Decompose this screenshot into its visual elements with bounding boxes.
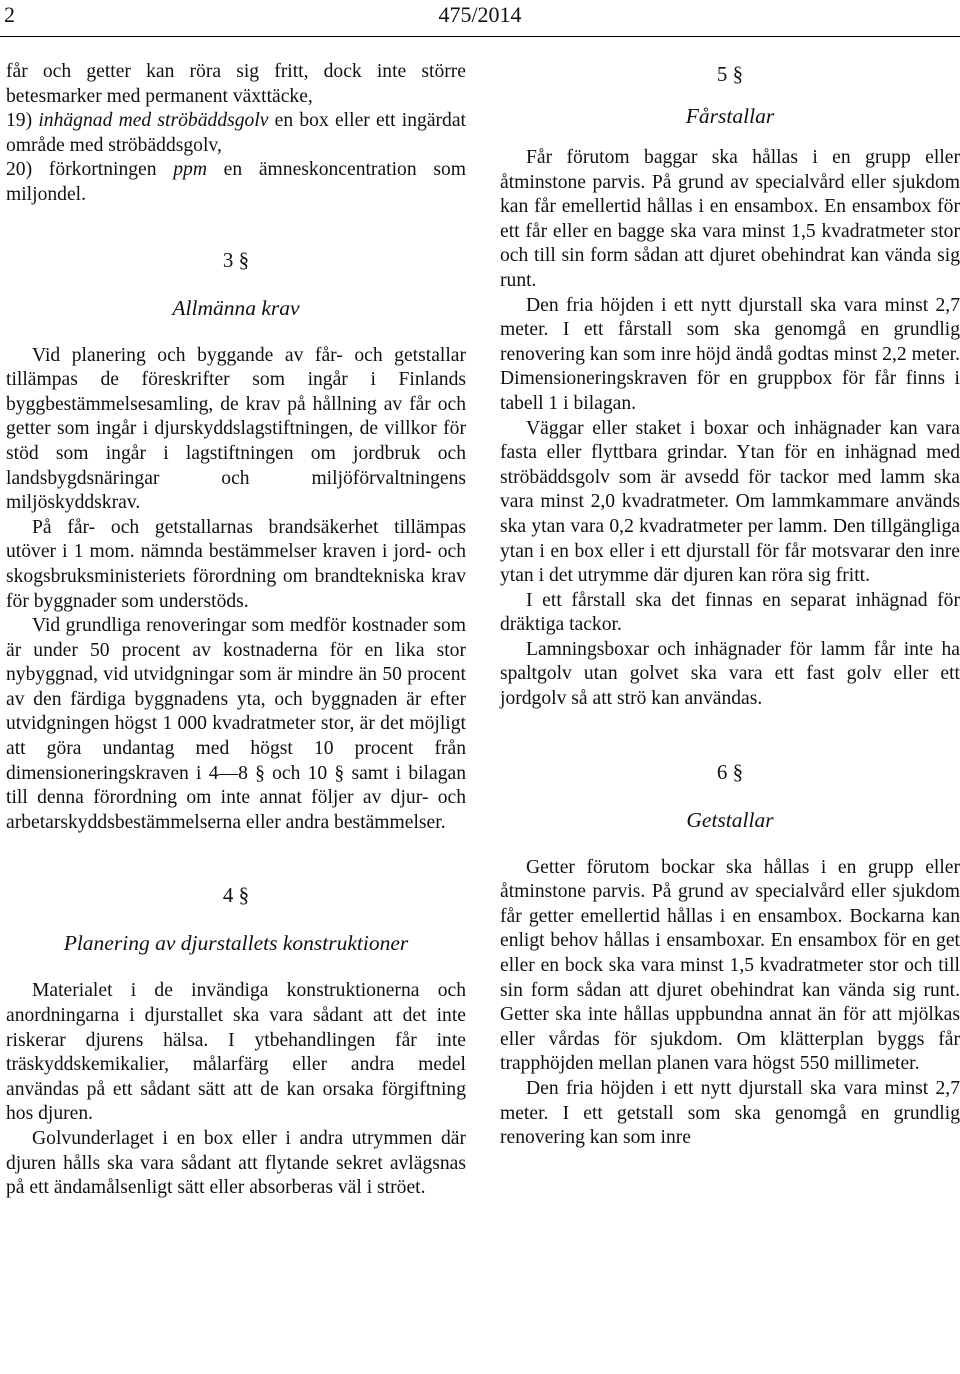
paragraph: Vid planering och byggande av får- och getstallar tillämpas de föreskrifter som ingår i Finlands byggbestämmelsesamling, de krav på hållning av får och getter som ingår i djurskyddslagstiftningen, de villkor för stöd som ingår i lagstiftningen om jordbruk och landsbygdsnäringar och miljöförvaltningens miljöskyddskrav.: [6, 344, 466, 514]
header-rule: [0, 36, 960, 37]
section-number-4: 4 §: [222, 883, 250, 908]
right-column: [500, 60, 960, 1151]
page-header: [0, 0, 960, 34]
paragraph: Materialet i de invändiga konstruktionerna och anordningarna i djurstallet ska vara sådant att det inte riskerar djurens hälsa. I ytbehandlingen får inte träskyddskemikalier, målarfärg eller andra medel användas på ett sådant sätt att de kan orsaka förgiftning hos djuren.: [6, 980, 466, 1125]
paragraph: På får- och getstallarnas brandsäkerhet tillämpas utöver i 1 mom. nämnda bestämmelser kraven i jord- och skogsbruksministeriets förordning om brandtekniska krav för byggnader som understöds.: [6, 516, 466, 612]
paragraph: Getter förutom bockar ska hållas i en grupp eller åtminstone parvis. På grund av specialvård eller sjukdom får getter emellertid hållas i en ensambox. Bockarna kan enligt behov hållas i ensamboxar. En ensambox för en get eller en bock ska vara minst 1,5 kvadratmeter stor och till sin form sådan att djuret obehindrat kan vända sig runt. Getter ska inte hållas uppbundna annat än för att mjölkas eller vårdas för sjukdom. Om klätterplan byggs får trapphöjden mellan planen vara högst 550 millimeter.: [500, 856, 960, 1075]
section-heading-6: Getstallar: [686, 807, 774, 832]
paragraph: Väggar eller staket i boxar och inhägnader kan vara fasta eller flyttbara grindar. Ytan för en inhägnad med ströbäddsgolv som är avsedd för tackor med lamm ska vara minst 2,0 kvadratmeter. Om lammkammare används ska ytan vara 0,2 kvadratmeter per lamm. Den tillgängliga ytan i en box eller i ett djurstall för får motsvarar den inre ytan i det utrymme där djuren kan röra sig fritt.: [500, 417, 960, 587]
paragraph: Den fria höjden i ett nytt djurstall ska vara minst 2,7 meter. I ett getstall som ska genomgå en grundlig renovering kan som inre: [500, 1078, 960, 1149]
section-number-3: 3 §: [222, 247, 250, 272]
section-number-6: 6 §: [716, 759, 744, 784]
section-number-5: 5 §: [716, 62, 744, 86]
document-number: 475/2014: [438, 2, 522, 27]
left-column: [6, 60, 466, 1201]
paragraph: Golvunderlaget i en box eller i andra utrymmen där djuren hålls ska vara sådant att flytande sekret avlägsnas på ett ändamålsenligt sätt eller absorberas väl i ströet.: [6, 1128, 466, 1199]
paragraph: Lamningsboxar och inhägnader för lamm får inte ha spaltgolv utan golvet ska vara ett fast golv eller ett jordgolv så att strö kan användas.: [500, 638, 960, 710]
list-item-20: 20) förkortningen ppm en ämneskoncentration som miljondel.: [6, 159, 466, 205]
section-heading-5: Fårstallar: [685, 104, 775, 128]
paragraph: Får förutom baggar ska hållas i en grupp eller åtminstone parvis. På grund av specialvård eller sjukdom kan får emellertid hållas i en ensambox. En ensambox för ett får eller en bagge ska vara minst 1,5 kvadratmeter stor och till sin form sådan att djuret obehindrat kan vända sig runt.: [500, 147, 960, 291]
paragraph: får och getter kan röra sig fritt, dock inte större betesmarker med permanent växttäcke,: [6, 61, 466, 107]
section-heading-3: Allmänna krav: [172, 295, 300, 320]
section-heading-4: Planering av djurstallets konstruktioner: [63, 931, 409, 956]
page-number: 2: [4, 2, 15, 27]
paragraph: Den fria höjden i ett nytt djurstall ska vara minst 2,7 meter. I ett fårstall som ska genomgå en grundlig renovering kan som inre höjd ändå godtas minst 2,2 meter. Dimensioneringskraven för en gruppbox för får finns i tabell 1 i bilagan.: [500, 294, 960, 414]
paragraph: Vid grundliga renoveringar som medför kostnader som är under 50 procent av kostnaderna för en lika stor nybyggnad, vid utvidgningar som är mindre än 50 procent av den färdiga byggnadens yta, och byggnaden är efter utvidgningen högst 1 000 kvadratmeter stor, är det möjligt att göra undantag med högst 10 procent från dimensioneringskraven i 4—8 § och 10 § samt i bilagan till denna förordning om inte annat följer av djur- och arbetarskyddsbestämmelserna eller andra bestämmelser.: [6, 615, 466, 833]
paragraph: I ett fårstall ska det finnas en separat inhägnad för dräktiga tackor.: [500, 589, 960, 636]
list-item-19: 19) inhägnad med ströbäddsgolv en box eller ett ingärdat område med ströbäddsgolv,: [6, 110, 466, 156]
